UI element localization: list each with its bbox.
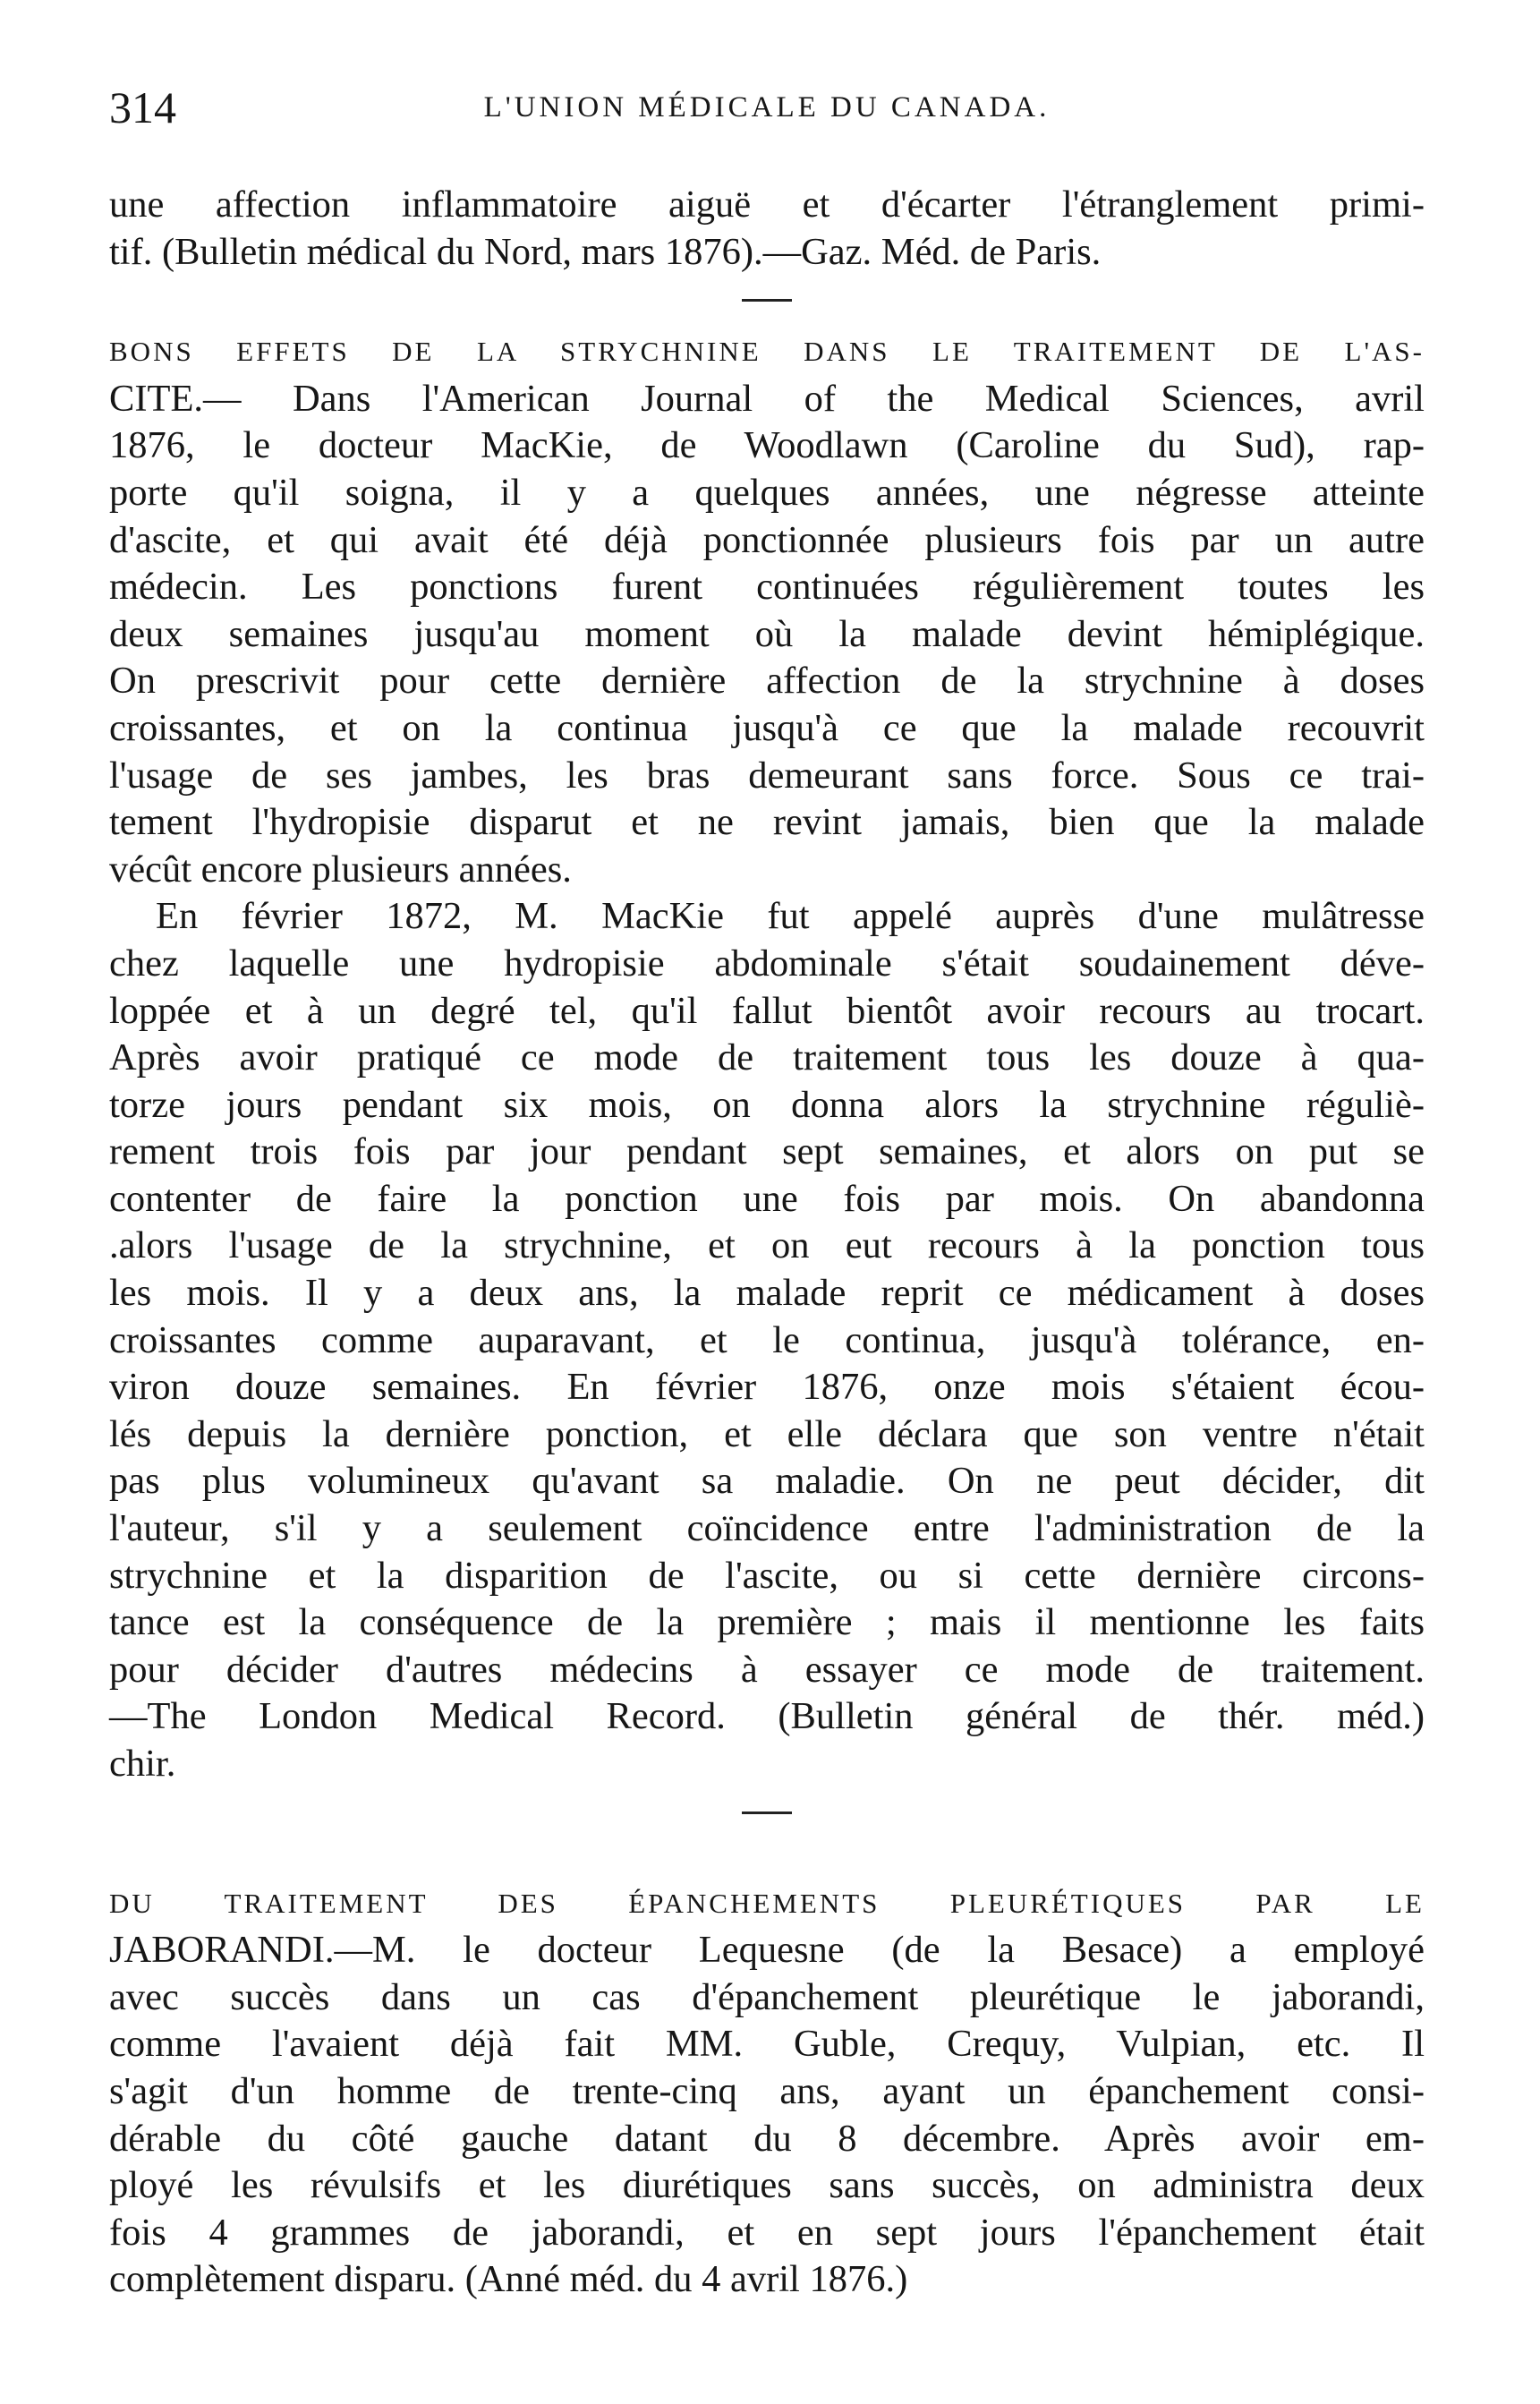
text-line: s'agit d'un homme de trente-cinq ans, ayant un épanchement consi- [109,2069,1425,2112]
article-strychnine [109,328,1425,1787]
text-line: chez laquelle une hydropisie abdominale s'était soudainement déve- [109,942,1425,985]
page-number: 314 [109,82,176,132]
text-line: chir. [109,1743,176,1785]
text-line: lés depuis la dernière ponction, et elle déclara que son ventre n'était [109,1412,1425,1455]
text-line: pas plus volumineux qu'avant sa maladie. On ne peut décider, dit [109,1460,1425,1503]
article-jaborandi [109,1880,1425,2304]
text-line: avec succès dans un cas d'épanchement pleurétique le jaborandi, [109,1975,1425,2018]
running-head: L'UNION MÉDICALE DU CANADA. [483,91,1051,124]
text-line: strychnine et la disparition de l'ascite, ou si cette dernière circons- [109,1554,1425,1597]
text-line: d'ascite, et qui avait été déjà ponctionnée plusieurs fois par un autre [109,518,1425,561]
article-heading: DU TRAITEMENT DES ÉPANCHEMENTS PLEURÉTIQUES PAR LE [109,1887,1425,1919]
intro-paragraph [109,182,1425,276]
text-line: complètement disparu. (Anné méd. du 4 avril 1876.) [109,2258,908,2301]
text-line: rement trois fois par jour pendant sept semaines, et alors on put se [109,1130,1425,1173]
text-line: loppée et à un degré tel, qu'il fallut bientôt avoir recours au trocart. [109,989,1425,1032]
text-line: dérable du côté gauche datant du 8 décembre. Après avoir em- [109,2117,1425,2160]
text-line: médecin. Les ponctions furent continuées régulièrement toutes les [109,566,1425,609]
text-line: contenter de faire la ponction une fois par mois. On abandonna [109,1177,1425,1220]
text-line: Après avoir pratiqué ce mode de traitement tous les douze à qua- [109,1036,1425,1079]
text-line: croissantes comme auparavant, et le continua, jusqu'à tolérance, en- [109,1318,1425,1361]
text-line: tement l'hydropisie disparut et ne revint jamais, bien que la malade [109,801,1425,844]
text-line: vécût encore plusieurs années. [109,848,572,891]
text-line: ployé les révulsifs et les diurétiques sans succès, on administra deux [109,2164,1425,2207]
text-line: l'usage de ses jambes, les bras demeurant sans force. Sous ce trai- [109,754,1425,797]
source-citation: —The London Medical Record. (Bulletin général de thér. méd.) [109,1695,1425,1738]
article-heading: BONS EFFETS DE LA STRYCHNINE DANS LE TRAITEMENT DE L'AS- [109,336,1425,368]
text-line: l'auteur, s'il y a seulement coïncidence entre l'administration de la [109,1507,1425,1550]
text-line: torze jours pendant six mois, on donna alors la strychnine réguliè- [109,1083,1425,1126]
text-line: fois 4 grammes de jaborandi, et en sept jours l'épanchement était [109,2211,1425,2254]
text-line: croissantes, et on la continua jusqu'à ce que la malade recouvrit [109,706,1425,749]
text-line: viron douze semaines. En février 1876, onze mois s'étaient écou- [109,1366,1425,1409]
text-line: deux semaines jusqu'au moment où la malade devint hémiplégique. [109,612,1425,655]
text-line: CITE.— Dans l'American Journal of the Medical Sciences, avril [109,377,1425,420]
text-line: porte qu'il soigna, il y a quelques années, une négresse atteinte [109,471,1425,514]
text-line: On prescrivit pour cette dernière affection de la strychnine à doses [109,660,1425,703]
text-line: comme l'avaient déjà fait MM. Guble, Crequy, Vulpian, etc. Il [109,2023,1425,2066]
book-page [109,72,1425,2304]
text-line: .alors l'usage de la strychnine, et on eut recours à la ponction tous [109,1224,1425,1267]
text-line: les mois. Il y a deux ans, la malade reprit ce médicament à doses [109,1272,1425,1315]
text-line: En février 1872, M. MacKie fut appelé auprès d'une mulâtresse [156,895,1425,938]
text-line: une affection inflammatoire aiguë et d'écarter l'étranglement primi- [109,183,1425,226]
page-header [109,72,1425,143]
text-line: tif. (Bulletin médical du Nord, mars 1876).—Gaz. Méd. de Paris. [109,230,1102,273]
text-line: 1876, le docteur MacKie, de Woodlawn (Caroline du Sud), rap- [109,424,1425,467]
text-line: tance est la conséquence de la première ; mais il mentionne les faits [109,1601,1425,1644]
text-line: pour décider d'autres médecins à essayer ce mode de traitement. [109,1648,1425,1691]
text-line: JABORANDI.—M. le docteur Lequesne (de la Besace) a employé [109,1929,1425,1972]
